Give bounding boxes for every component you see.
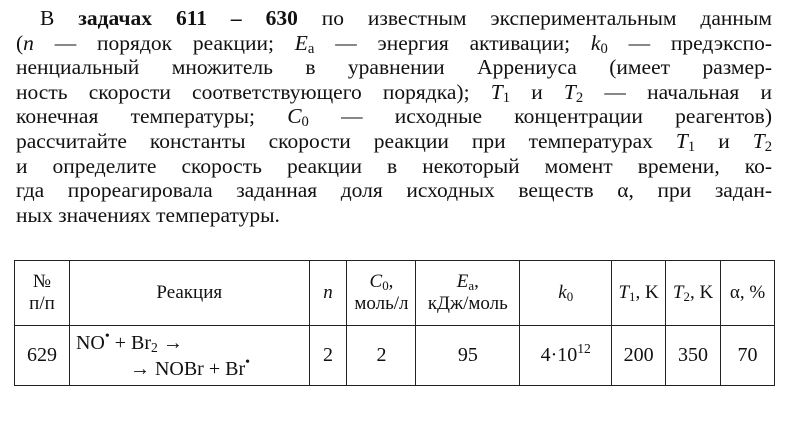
header-t1: $T_1$, K bbox=[612, 261, 666, 326]
statement-line-7: и определите скорость реакции в некоторый момент времени, ко- bbox=[16, 153, 772, 178]
cell-reaction: $NO^• + Br_2$ → → NOBr + Br• bbox=[69, 326, 309, 386]
header-order: n bbox=[309, 261, 347, 326]
cell-t1: 200 bbox=[612, 326, 666, 386]
cell-alpha: 70 bbox=[721, 326, 775, 386]
cell-activation-energy: 95 bbox=[416, 326, 520, 386]
cell-t2: 350 bbox=[666, 326, 721, 386]
statement-line-1: В задачах 611 – 630 по известным экспериментальным данным bbox=[40, 6, 772, 30]
data-table bbox=[14, 260, 775, 386]
cell-preexponential: $4\cdot 10^{12}$ bbox=[520, 326, 612, 386]
statement-line-5: конечная температуры; $C_0$ — исходные концентрации реагентов) bbox=[16, 104, 772, 131]
header-preexponential: $k_0$ bbox=[520, 261, 612, 326]
cell-order: 2 bbox=[309, 326, 347, 386]
header-concentration: $C_0$, моль/л bbox=[347, 261, 416, 326]
table-row bbox=[15, 326, 775, 386]
statement-line-8: гда прореагировала заданная доля исходных веществ α, при задан- bbox=[16, 178, 772, 203]
header-t2: $T_2$, K bbox=[666, 261, 721, 326]
statement-line-9: ных значениях температуры. bbox=[16, 202, 280, 227]
task-range: задачах 611 – 630 bbox=[78, 6, 298, 30]
cell-concentration: 2 bbox=[347, 326, 416, 386]
problem-statement bbox=[16, 6, 772, 227]
cell-number: 629 bbox=[15, 326, 70, 386]
header-alpha: α, % bbox=[721, 261, 775, 326]
table-header-row bbox=[15, 261, 775, 326]
statement-line-2: (n — порядок реакции; $E_a$ — энергия активации; $k_0$ — предэкспо- bbox=[16, 30, 773, 57]
statement-line-6: рассчитайте константы скорости реакции при температурах $T_1$ и $T_2$ bbox=[16, 128, 772, 155]
statement-line-4: ность скорости соответствующего порядка); $T_1$ и $T_2$ — начальная и bbox=[16, 79, 772, 106]
header-number: № п/п bbox=[15, 261, 70, 326]
header-activation-energy: $E_a$, кДж/моль bbox=[416, 261, 520, 326]
statement-line-3: ненциальный множитель в уравнении Аррениуса (имеет размер- bbox=[16, 55, 772, 80]
header-reaction: Реакция bbox=[69, 261, 309, 326]
